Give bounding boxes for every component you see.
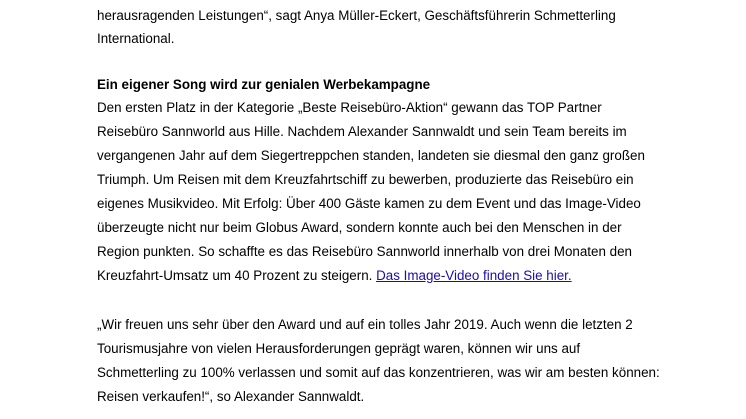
paragraph-line: Triumph. Um Reisen mit dem Kreuzfahrtschiff zu bewerben, produzierte das Reisebüro ein (97, 172, 634, 187)
image-video-link[interactable]: Das Image-Video finden Sie hier. (376, 268, 572, 283)
paragraph-text: Kreuzfahrt-Umsatz um 40 Prozent zu steigern. (97, 268, 377, 283)
paragraph-line: eigenes Musikvideo. Mit Erfolg: Über 400 Gäste kamen zu dem Event und das Image-Video (97, 196, 641, 211)
paragraph-line: vergangenen Jahr auf dem Siegertreppchen standen, landeten sie diesmal den ganz großen (97, 148, 645, 163)
paragraph-line-with-link (97, 268, 572, 284)
paragraph-line: überzeugte nicht nur beim Globus Award, sondern konnte auch bei den Menschen in der (97, 220, 622, 235)
paragraph-line: International. (97, 31, 175, 46)
quote-line: Reisen verkaufen!“, so Alexander Sannwaldt. (97, 389, 365, 404)
paragraph-line: Reisebüro Sannworld aus Hille. Nachdem Alexander Sannwaldt und sein Team bereits im (97, 124, 627, 139)
quote-line: „Wir freuen uns sehr über den Award und auf ein tolles Jahr 2019. Auch wenn die letzten 2 (97, 317, 633, 332)
paragraph-line: Den ersten Platz in der Kategorie „Beste Reisebüro-Aktion“ gewann das TOP Partner (97, 100, 602, 115)
paragraph-line: herausragenden Leistungen“, sagt Anya Müller-Eckert, Geschäftsführerin Schmetterling (97, 8, 616, 23)
section-heading: Ein eigener Song wird zur genialen Werbekampagne (97, 77, 431, 92)
quote-line: Schmetterling zu 100% verlassen und somit auf das konzentrieren, was wir am besten können: (97, 365, 660, 380)
quote-line: Tourismusjahre von vielen Herausforderungen geprägt waren, können wir uns auf (97, 341, 581, 356)
paragraph-line: Region punkten. So schaffte es das Reisebüro Sannworld innerhalb von drei Monaten den (97, 244, 632, 259)
